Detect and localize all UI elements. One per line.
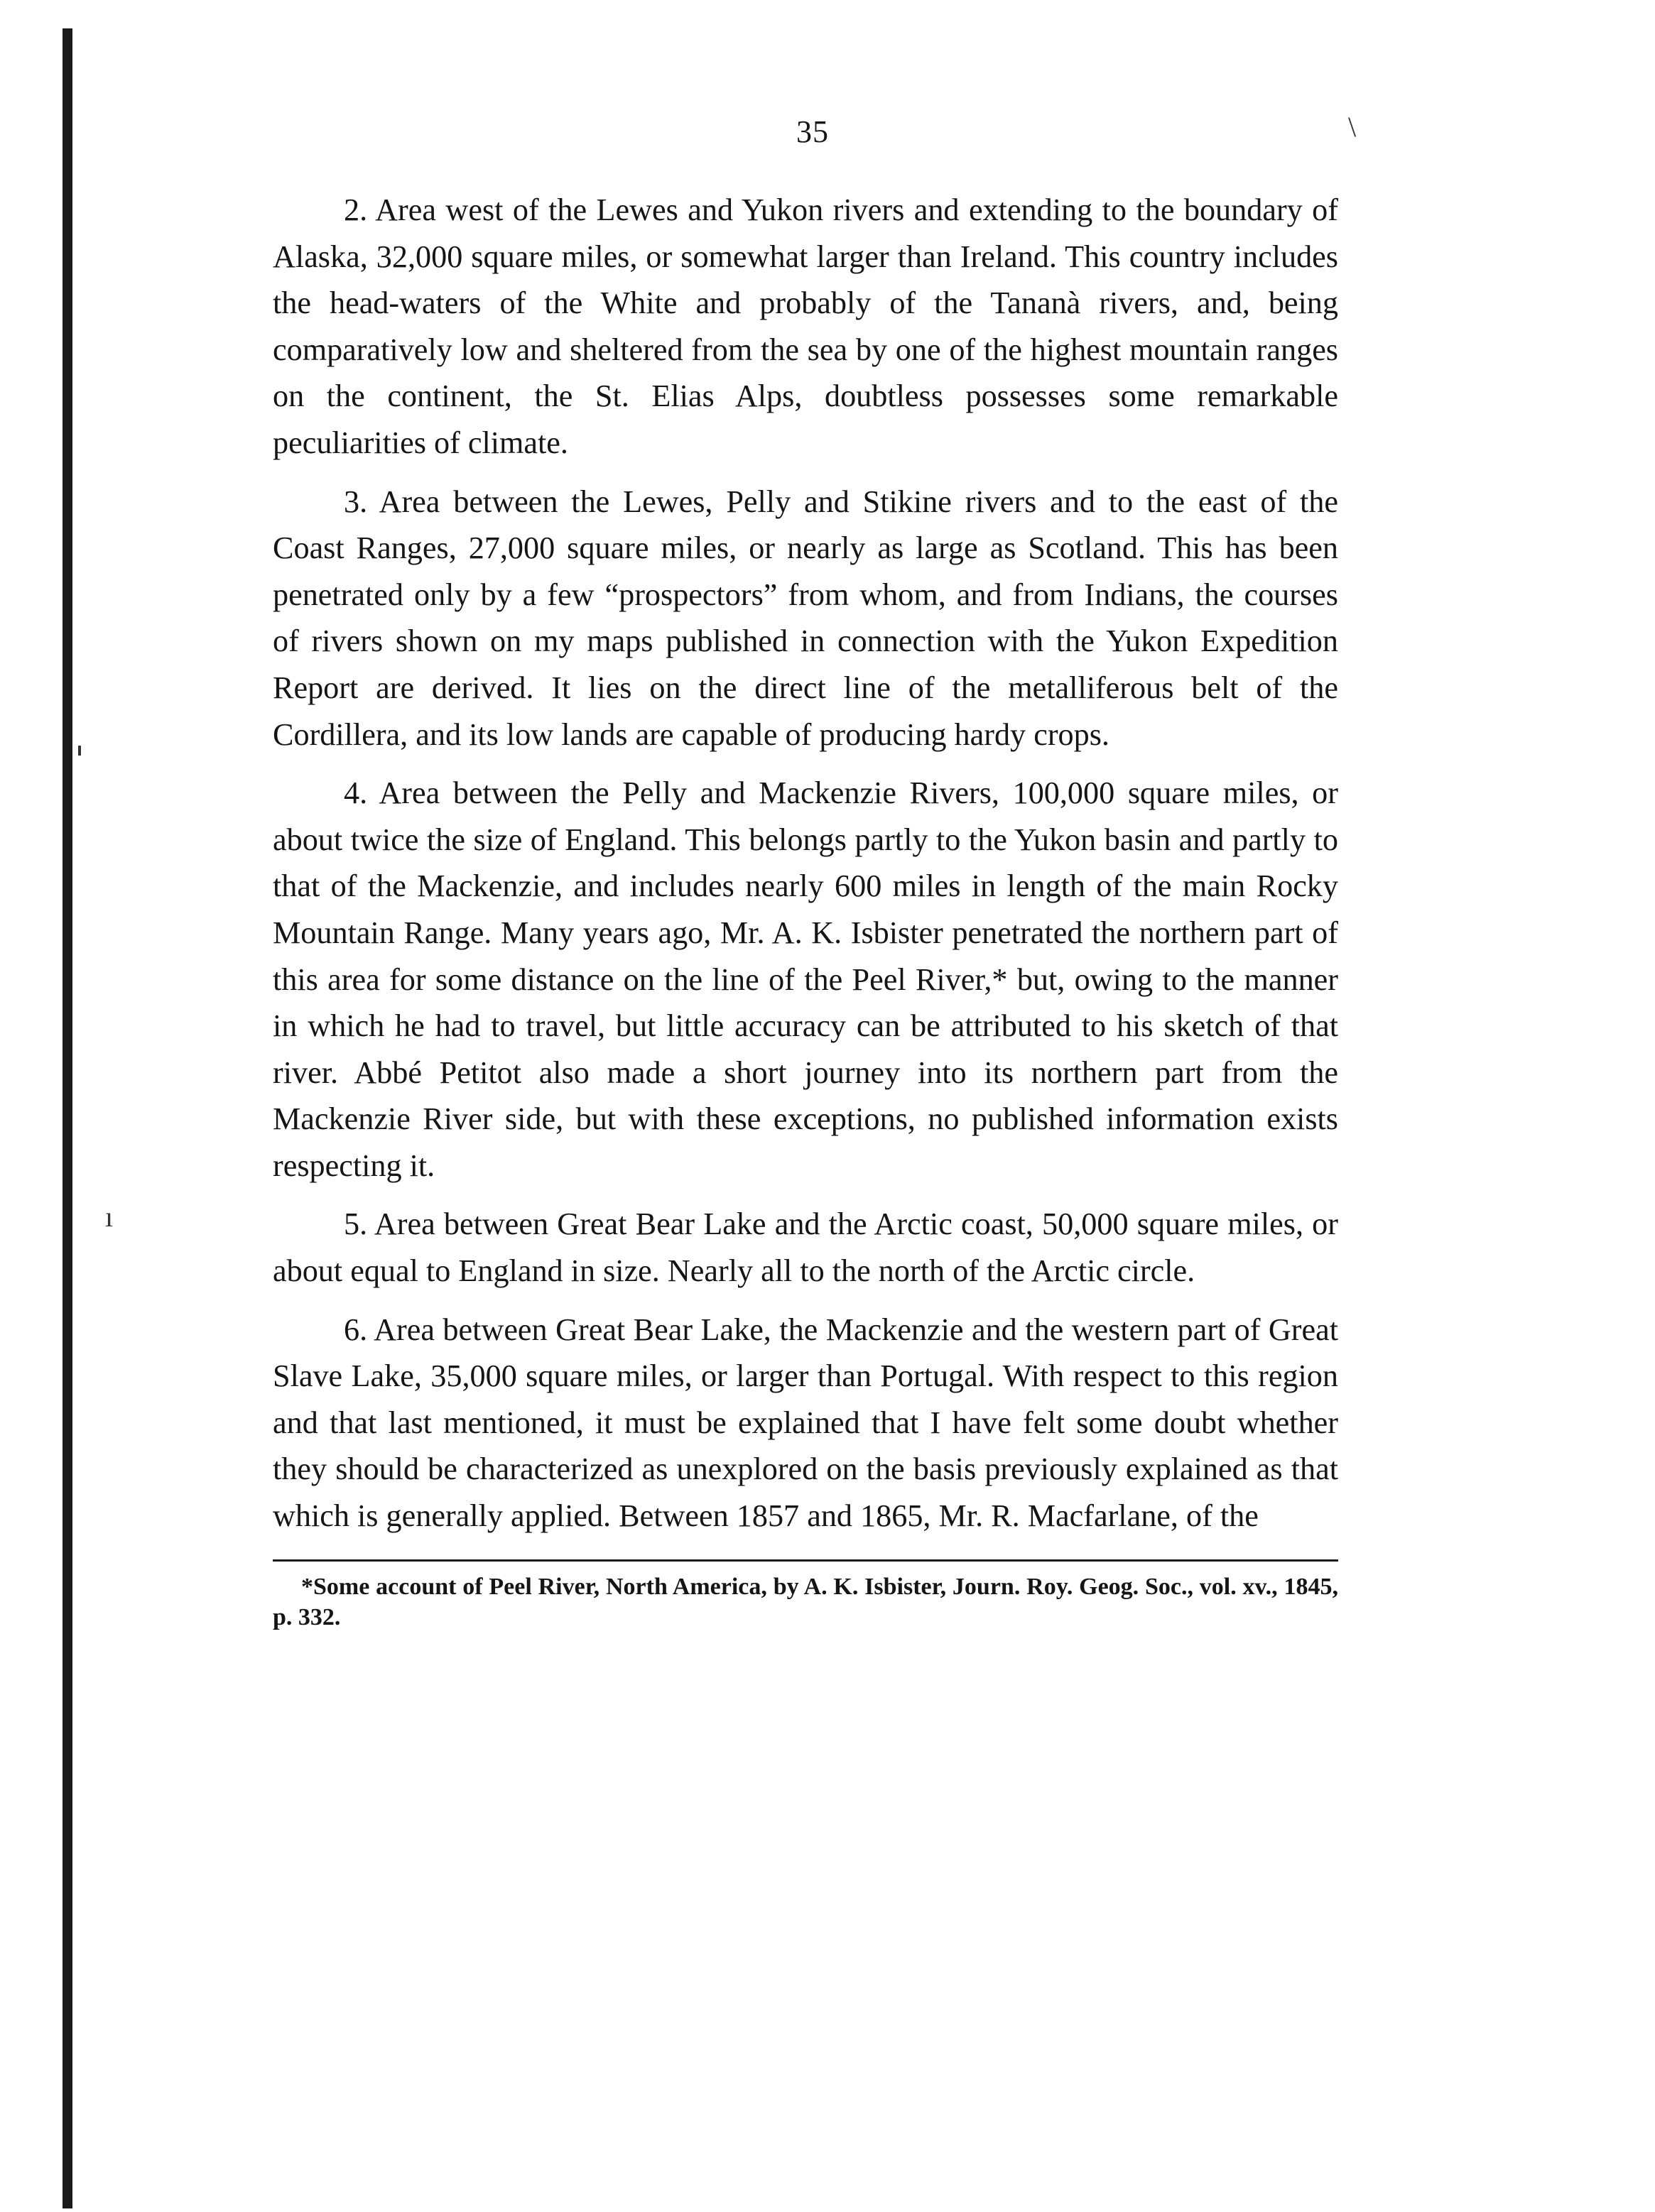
paragraph-area-6: 6. Area between Great Bear Lake, the Mackenzie and the western part of Great Slave Lake, 35,000 square miles, or larger than Portugal. With respect to this region and that last mentioned, it must be explained that I have felt some doubt whether they should be characterized as unexplored on the basis previously explained as that which is generally applied. Between 1857 and 1865, Mr. R. Macfarlane, of the	[273, 1312, 1338, 1534]
scan-mark	[78, 746, 81, 756]
stray-scan-mark: \	[1348, 111, 1357, 143]
paragraph-area-5: 5. Area between Great Bear Lake and the Arctic coast, 50,000 square miles, or about equal to England in size. Nearly all to the north of the Arctic circle.	[273, 1206, 1338, 1289]
page-number: 35	[796, 114, 829, 149]
paragraph-area-3: 3. Area between the Lewes, Pelly and Stikine rivers and to the east of the Coast Ranges, 27,000 square miles, or nearly as large as Scotland. This has been penetrated only by a few “prospectors” from whom, and from Indians, the courses of rivers shown on my maps published in connection with the Yukon Expedition Report are derived. It lies on the direct line of the metalliferous belt of the Cordillera, and its low lands are capable of producing hardy crops.	[273, 484, 1338, 752]
footnote-divider	[273, 1559, 1338, 1562]
paragraph-area-2: 2. Area west of the Lewes and Yukon rivers and extending to the boundary of Alaska, 32,000 square miles, or somewhat larger than Ireland. This country includes the head-waters of the White and probably of the Tananà rivers, and, being comparatively low and sheltered from the sea by one of the highest mountain ranges on the continent, the St. Elias Alps, doubtless possesses some remarkable peculiarities of climate.	[273, 192, 1338, 460]
stray-scan-mark: ı	[105, 1201, 114, 1233]
paragraph-area-4: 4. Area between the Pelly and Mackenzie Rivers, 100,000 square miles, or about twice the size of England. This belongs partly to the Yukon basin and partly to that of the Mackenzie, and includes nearly 600 miles in length of the main Rocky Mountain Range. Many years ago, Mr. A. K. Isbister penetrated the northern part of this area for some distance on the line of the Peel River,* but, owing to the manner in which he had to travel, but little accuracy can be attributed to his sketch of that river. Abbé Petitot also made a short journey into its northern part from the Mackenzie River side, but with these exceptions, no published information exists respecting it.	[273, 775, 1338, 1183]
scan-binding-edge	[63, 28, 72, 2208]
footnote: *Some account of Peel River, North America, by A. K. Isbister, Journ. Roy. Geog. Soc., vol. xv., 1845, p. 332.	[273, 1573, 1338, 1630]
document-page	[273, 114, 1338, 1633]
